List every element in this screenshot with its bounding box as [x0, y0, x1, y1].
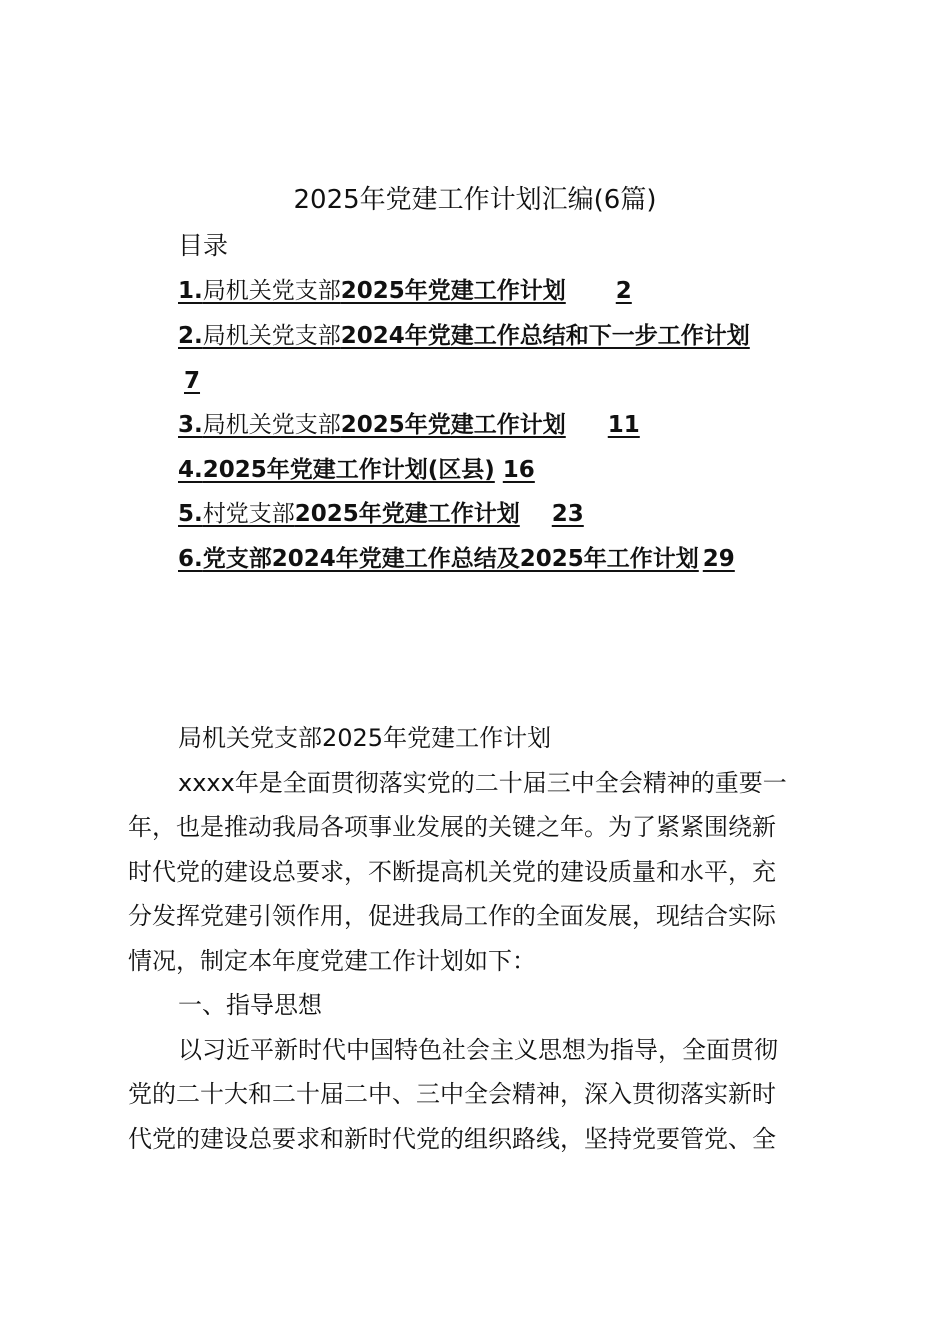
toc-entry-5[interactable]: [178, 494, 584, 534]
subheading: 一、指导思想: [178, 991, 322, 1019]
toc-entry-number: 2.: [178, 323, 203, 349]
document-title: 2025年党建工作计划汇编(6篇): [293, 185, 657, 215]
body-line: 情况，制定本年度党建工作计划如下：: [128, 947, 536, 975]
body-line: 时代党的建设总要求，不断提高机关党的建设质量和水平，充: [128, 858, 776, 886]
body-line: 以习近平新时代中国特色社会主义思想为指导，全面贯彻: [178, 1036, 778, 1064]
toc-entry-2-continued[interactable]: [128, 361, 200, 401]
body-line: 分发挥党建引领作用，促进我局工作的全面发展，现结合实际: [128, 902, 776, 930]
body-line: 年，也是推动我局各项事业发展的关键之年。为了紧紧围绕新: [128, 813, 776, 841]
body-line: 代党的建设总要求和新时代党的组织路线，坚持党要管党、全: [128, 1125, 776, 1153]
toc-entry-number: 4.: [178, 457, 203, 483]
toc-entry-page: 11: [607, 412, 640, 438]
toc-entry-1[interactable]: [178, 271, 632, 311]
toc-entry-title: 党支部2024年党建工作总结及2025年工作计划: [202, 546, 699, 572]
table-of-contents: [0, 0, 950, 600]
toc-entry-title: 2025年党建工作计划: [340, 412, 566, 438]
section-title: 局机关党支部2025年党建工作计划: [178, 724, 552, 752]
toc-entry-number: 1.: [178, 278, 203, 304]
toc-entry-title: 2024年党建工作总结和下一步工作计划: [340, 323, 750, 349]
toc-entry-3[interactable]: [178, 405, 640, 445]
toc-entry-page: 23: [551, 501, 584, 527]
body-line: xxxx年是全面贯彻落实党的二十届三中全会精神的重要一: [178, 769, 787, 797]
toc-entry-page: 7: [184, 368, 201, 394]
toc-entry-number: 3.: [178, 412, 203, 438]
toc-entry-page: 29: [702, 546, 735, 572]
toc-entry-unit: 局机关党支部: [202, 412, 341, 438]
toc-entry-title: 2025年党建工作计划(区县): [202, 457, 495, 483]
toc-entry-6[interactable]: [178, 539, 735, 579]
toc-entry-unit: 局机关党支部: [202, 323, 341, 349]
toc-heading: 目录: [178, 231, 229, 260]
toc-entry-2[interactable]: [178, 316, 750, 356]
toc-entry-number: 6.: [178, 546, 203, 572]
toc-entry-number: 5.: [178, 501, 203, 527]
toc-entry-page: 2: [615, 278, 632, 304]
toc-entry-unit: 村党支部: [202, 501, 295, 527]
toc-entry-4[interactable]: [178, 450, 535, 490]
toc-entry-title: 2025年党建工作计划: [340, 278, 566, 304]
body-line: 党的二十大和二十届二中、三中全会精神，深入贯彻落实新时: [128, 1080, 776, 1108]
toc-entry-title: 2025年党建工作计划: [294, 501, 520, 527]
toc-entry-page: 16: [502, 457, 535, 483]
toc-entry-unit: 局机关党支部: [202, 278, 341, 304]
